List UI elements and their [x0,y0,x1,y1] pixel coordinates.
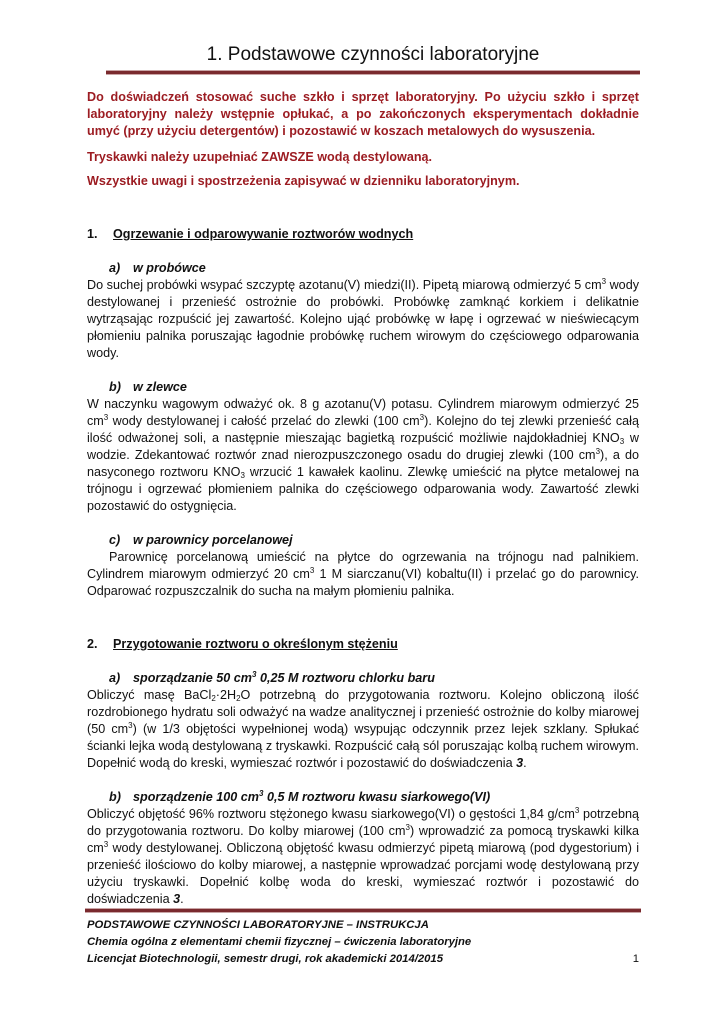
subsection-title: sporządzenie 100 cm [133,790,259,804]
superscript: 3 [128,721,133,730]
subsection-title: w zlewce [133,380,187,394]
section-number: 2. [87,637,98,651]
text-run: Do suchej probówki wsypać szczyptę azotanu(V) miedzi(II). Pipetą miarową odmierzyć 5 cm [87,278,602,292]
subsection-1a-heading [109,260,639,277]
page-footer [87,917,639,968]
text-run: wrzucić 1 kawałek kaolinu. Zlewkę umieścić na płytce metalowej na trójnogu i ogrzewać płomieniem palnika do częściowego odparowania wody. Zawartość zlewki pozostawić do ostygnięcia. [87,465,640,513]
subsection-title-rest: 0,25 M roztworu chlorku baru [256,671,435,685]
text-run: w wodzie. Zdekantować roztwór znad nierozpuszczonego osadu do drugiej zlewki (100 cm [87,431,640,462]
superscript: 3 [419,413,425,422]
subsection-1c-heading [109,532,639,549]
superscript: 3 [574,806,580,815]
subscript: 3 [619,437,625,446]
subsection-1a-text [87,277,639,362]
footer-course: Chemia ogólna z elementami chemii fizycznej – ćwiczenia laboratoryjne [87,936,472,948]
subsection-2b-heading [109,789,639,806]
subsection-title: sporządzanie 50 cm [133,671,252,685]
superscript: 3 [595,447,601,456]
superscript: 3 [259,789,264,798]
superscript: 3 [103,413,109,422]
note-journal: Wszystkie uwagi i spostrzeżenia zapisywać w dzienniku laboratoryjnym. [87,174,520,188]
text-run: ) (w 1/3 objętości wypełnionej wodą) wsypując odczynnik przez lejek szklany. Spłukać ścianki lejka wodą destylowaną z tryskawki. Rozpuścić całą sól poruszając kolbą ruchem wirowym. Dopełnić wodą do kreski, wymieszać roztwór i pozostawić do doświadczenia [87,722,639,770]
section-title: Przygotowanie roztworu o określonym stężeniu [113,637,398,651]
text-run: 1 M siarczanu(VI) kobaltu(II) i przelać go do parownicy. Odparować rozpuszczalnik do sucha na małym płomieniu palnika. [87,567,639,598]
text-run: O potrzebną do przygotowania roztworu. Kolejno obliczoną ilość rozdrobionego hydratu soli odważyć na wadze analitycznej i przenieść ostrożnie do kolby miarowej (50 cm [87,688,639,736]
note-wash-bottles: Tryskawki należy uzupełniać ZAWSZE wodą destylowaną. [87,150,433,164]
text-run: ), a do nasyconego roztworu KNO [87,448,640,479]
note-glassware: Do doświadczeń stosować suche szkło i sprzęt laboratoryjny. Po użyciu szkło i sprzęt laboratoryjny należy wstępnie opłukać, a po zakończonych eksperymentach dokładnie umyć (przy użyciu detergentów) i pozostawić w koszach metalowych do wysuszenia. [87,90,639,138]
superscript: 3 [405,823,410,832]
superscript: 3 [252,670,257,679]
text-run: wody destylowanej i całość przelać do zlewki (100 cm [108,414,420,428]
section-number: 1. [87,227,98,241]
subscript: 3 [240,471,245,480]
footer-doc-title: PODSTAWOWE CZYNNOŚCI LABORATORYJNE – INSTRUKCJA [87,919,429,931]
text-run: Obliczyć masę BaCl [87,688,212,702]
section-title: Ogrzewanie i odparowywanie roztworów wodnych [113,227,414,241]
experiment-reference: 3 [516,756,524,770]
footer-program: Licencjat Biotechnologii, semestr drugi, rok akademicki 2014/2015 [87,953,443,965]
superscript: 3 [601,277,607,286]
text-run: . [180,892,184,906]
subscript: 2 [236,694,241,703]
superscript: 3 [103,840,109,849]
page-number: 1 [632,953,639,965]
experiment-reference: 3 [173,892,181,906]
text-run: . [523,756,527,770]
text-run: Obliczyć objętość 96% roztworu stężonego kwasu siarkowego(VI) o gęstości 1,84 g/cm [87,807,575,821]
subsection-title-rest: 0,5 M roztworu kwasu siarkowego(VI) [263,790,491,804]
subsection-label: b) [109,380,121,394]
page-title: 1. Podstawowe czynności laboratoryjne [206,44,540,65]
text-run: potrzebną do przygotowania roztworu. Do kolby miarowej (100 cm [87,807,639,838]
text-run: wody destylowanej. Obliczoną objętość kwasu odmierzyć pipetą miarową (pod dygestorium) i przenieść ilościowo do kolby miarowej, a następnie wprowadzać porcjami wodę destylowaną przy użyciu tryskawki. Dopełnić kolbę woda do kreski, wymieszać roztwór i pozostawić do doświadczenia [87,841,639,906]
subsection-label: a) [109,671,121,685]
text-run: Parownicę porcelanową umieścić na płytce do ogrzewania na trójnogu nad palnikiem. Cylindrem miarowym odmierzyć 20 cm [87,550,639,581]
superscript: 3 [309,566,315,575]
text-run: ). Kolejno do tej zlewki przenieść całą ilość odważonej soli, a następnie mieszając bagietką rozpuścić możliwie najdokładniej KNO [87,414,639,445]
section-2-heading [87,636,639,653]
subsection-2a-heading [109,670,639,687]
text-run: ·2H [215,688,237,702]
section-1-heading [87,226,639,243]
text-run: wody destylowanej i przenieść ostrożnie do probówki. Probówkę zamknąć korkiem i delikatnie wytrząsając rozpuścić jej zawartość. Kolejno ująć probówkę w łapę i ogrzewać w nieświecącym płomieniu palnika poruszając łagodnie probówkę ruchem wirowym do częściowego odparowania wody. [87,278,639,360]
text-run: ) wprowadzić za pomocą tryskawki kilka cm [87,824,639,855]
subsection-label: c) [109,533,121,547]
subsection-2b-text [87,806,639,908]
subsection-title: w probówce [133,261,206,275]
subscript: 2 [211,694,216,703]
subsection-title: w parownicy porcelanowej [133,533,293,547]
footer-divider [85,908,641,913]
safety-notes [87,89,639,190]
subsection-1c-text [87,549,639,600]
subsection-1b-heading [109,379,639,396]
subsection-label: b) [109,790,121,804]
subsection-label: a) [109,261,121,275]
document-body [87,89,639,908]
title-divider [106,70,640,75]
subsection-2a-text [87,687,639,772]
text-run: W naczynku wagowym odważyć ok. 8 g azotanu(V) potasu. Cylindrem miarowym odmierzyć 25 cm [87,397,639,428]
subsection-1b-text [87,396,639,515]
